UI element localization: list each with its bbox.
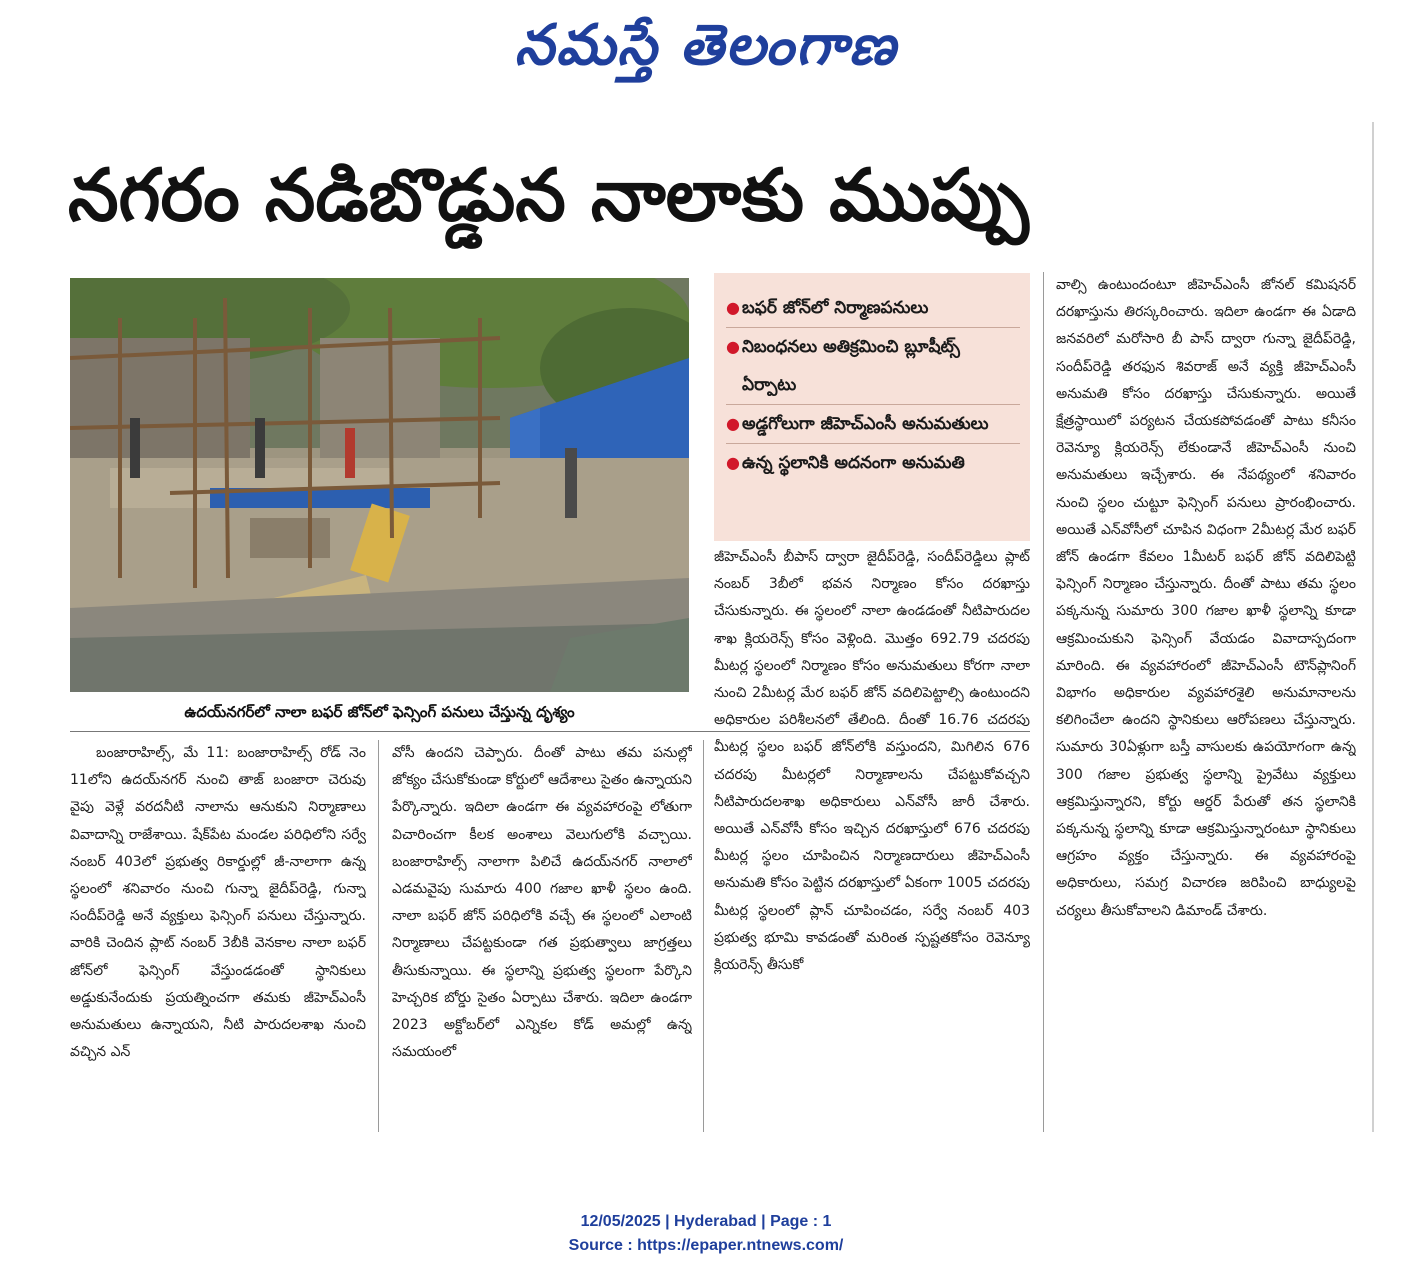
article-column-3: జీహెచ్‌ఎంసీ బీపాస్ ద్వారా జైదీప్‌రెడ్డి, సందీప్‌రెడ్డిలు ప్లాట్ నంబర్ 3బీలో భవన నిర్మాణం కోసం దరఖాస్తు చేసుకున్నారు. ఈ స్థలంలో నాలా ఉండడంతో నీటిపారుదల శాఖ క్లియరెన్స్ కోసం వెళ్లింది. మొత్తం 692.79 చదరపు మీటర్ల స్థలంలో నిర్మాణం కోసం అనుమతులు కోరగా నాలా నుంచి 2మీటర్ల మేర బఫర్ జోన్ వదిలిపెట్టాల్సి ఉంటుందని అధికారుల పరిశీలనలో తేలింది. దీంతో 16.76 చదరపు మీటర్ల స్థలం బఫర్ జోన్‌లోకి వస్తుందని, మిగిలిన 676 చదరపు మీటర్లలో నిర్మాణాలను చేపట్టుకోవచ్చని నీటిపారుదలశాఖ అధికారులు ఎన్‌వోసీ జారీ చేశారు. అయితే ఎన్‌వోసీ కోసం ఇచ్చిన దరఖాస్తులో 676 చదరపు మీటర్ల స్థలం చూపించిన నిర్మాణదారులు జీహెచ్‌ఎంసీ అనుమతి కోసం పెట్టిన దరఖాస్తులో ఏకంగా 1005 చదరపు మీటర్ల స్థలంలో ప్లాన్ చూపించడం, సర్వే నంబర్ 403 ప్రభుత్వ భూమి కావడంతో మరింత స్పష్టతకోసం రెవెన్యూ క్లియరెన్స్ తీసుకో [714,549,1030,974]
column-divider [378,740,379,1132]
bullet-icon: ● [726,298,740,317]
article-column-2: వోసీ ఉందని చెప్పారు. దీంతో పాటు తమ పనుల్లో జోక్యం చేసుకోకుండా కోర్టులో ఆదేశాలు సైతం ఉన్నాయని పేర్కొన్నారు. ఇదిలా ఉండగా ఈ వ్యవహారంపై లోతుగా విచారించగా కీలక అంశాలు వెలుగులోకి వచ్చాయి. బంజారాహిల్స్ నాలాగా పిలిచే ఉదయ్‌నగర్ నాలాలో ఎడమవైపు సుమారు 400 గజాల ఖాళీ స్థలం ఉంది. నాలా బఫర్ జోన్ పరిధిలోకి వచ్చే ఈ స్థలంలో ఎలాంటి నిర్మాణాలు చేపట్టకుండా గత ప్రభుత్వాలు జాగ్రత్తలు తీసుకున్నాయి. ఈ స్థలాన్ని ప్రభుత్వ స్థలంగా పేర్కొని హెచ్చరిక బోర్డు సైతం ఏర్పాటు చేశారు. ఇదిలా ఉండగా 2023 అక్టోబర్‌లో ఎన్నికల కోడ్ అమల్లో ఉన్న సమయంలో [392,745,692,1061]
highlight-text: నిబంధనలు అతిక్రమించి బ్లూషీట్స్ ఏర్పాటు [742,337,960,395]
highlight-text: బఫర్ జోన్‌లో నిర్మాణపనులు [742,298,929,318]
highlight-item [726,404,1020,443]
photo-icon [70,278,689,692]
article-column-4: వాల్సి ఉంటుందంటూ జీహెచ్‌ఎంసీ జోనల్ కమిషనర్ దరఖాస్తును తిరస్కరించారు. ఇదిలా ఉండగా ఈ ఏడాది జనవరిలో మరోసారి బీ పాస్ ద్వారా గున్నా జైదీప్‌రెడ్డి, సందీప్‌రెడ్డి తరఫున శివరాజ్ అనే వ్యక్తి జీహెచ్‌ఎంసీ అనుమతి కోసం దరఖాస్తు చేసుకున్నారు. అయితే క్షేత్రస్థాయిలో పర్యటన చేయకపోవడంతో పాటు కనీసం రెవెన్యూ క్లియరెన్స్ లేకుండానే జీహెచ్‌ఎంసీ నుంచి అనుమతులు ఇచ్చేశారు. ఈ నేపథ్యంలో శనివారం నుంచి స్థలం చుట్టూ ఫెన్సింగ్ పనులు ప్రారంభించారు. అయితే ఎన్‌వోసీలో చూపిన విధంగా 2మీటర్ల మేర బఫర్ జోన్ ఉండగా కేవలం 1మీటర్ బఫర్ జోన్ వదిలిపెట్టి ఫెన్సింగ్ నిర్మాణం చేస్తున్నారు. దీంతో పాటు తమ స్థలం పక్కనున్న సుమారు 300 గజాల ఖాళీ స్థలాన్ని కూడా ఆక్రమించుకుని ఫెన్సింగ్ వేయడం వివాదాస్పదంగా మారింది. ఈ వ్యవహారంలో జీహెచ్‌ఎంసీ టౌన్‌ప్లానింగ్ విభాగం అధికారుల వ్యవహారశైలి అనుమానాలను కలిగించేలా ఉందని స్థానికులు ఆరోపణలు చేస్తున్నారు. సుమారు 30ఏళ్లుగా బస్తీ వాసులకు ఉపయోగంగా ఉన్న 300 గజాల ప్రభుత్వ స్థలాన్ని ప్రైవేటు వ్యక్తులు ఆక్రమిస్తున్నారని, కోర్టు ఆర్డర్ పేరుతో తన స్థలానికి పక్కనున్న స్థలాన్ని కూడా ఆక్రమిస్తున్నారంటూ స్థానికులు ఆగ్రహం వ్యక్తం చేస్తున్నారు. ఈ వ్యవహారంపై అధికారులు, సమగ్ర విచారణ జరిపించి బాధ్యులపై చర్యలు తీసుకోవాలని డిమాండ్ చేశారు. [1056,277,1356,919]
bullet-icon: ● [726,337,740,356]
highlight-text: ఉన్న స్థలానికి అదనంగా అనుమతి [742,453,965,473]
article-headline: నగరం నడిబొడ్డున నాలాకు ముప్పు [68,153,1029,237]
article-photo [70,278,689,692]
highlight-item [726,443,1020,482]
highlight-item [726,289,1020,327]
highlight-text: అడ్డగోలుగా జీహెచ్‌ఎంసీ అనుమతులు [742,414,989,434]
article-column-1: బంజారాహిల్స్, మే 11: బంజారాహిల్స్ రోడ్ నెం 11లోని ఉదయ్‌నగర్ నుంచి తాజ్ బంజారా చెరువు వైపు వెళ్లే వరదనీటి నాలాను ఆనుకుని నిర్మాణాలు వివాదాన్ని రాజేశాయి. షేక్‌పేట మండల పరిధిలోని సర్వే నంబర్ 403లో ప్రభుత్వ రికార్డుల్లో జీ-నాలాగా ఉన్న స్థలంలో శనివారం నుంచి గున్నా జైదీప్‌రెడ్డి, గున్నా సందీప్‌రెడ్డి అనే వ్యక్తులు ఫెన్సింగ్ పనులు చేస్తున్నారు. వారికి చెందిన ప్లాట్ నంబర్ 3బీకి వెనకాల నాలా బఫర్ జోన్‌లో ఫెన్సింగ్ వేస్తుండడంతో స్థానికులు అడ్డుకునేందుకు ప్రయత్నించగా తమకు జీహెచ్‌ఎంసీ అనుమతులు ఉన్నాయని, నీటి పారుదలశాఖ నుంచి వచ్చిన ఎన్ [70,745,366,1061]
photo-caption: ఉదయ్‌నగర్‌లో నాలా బఫర్ జోన్‌లో ఫెన్సింగ్ పనులు చేస్తున్న దృశ్యం [184,703,575,721]
highlights-box [714,273,1030,541]
bullet-icon: ● [726,453,740,472]
highlight-item [726,327,1020,404]
column-divider [1043,272,1044,1132]
bullet-icon: ● [726,414,740,433]
footer-date-edition: 12/05/2025 | Hyderabad | Page : 1 [580,1213,832,1230]
column-divider [703,740,704,1132]
newspaper-masthead: నమస్తే తెలంగాణ [514,13,898,78]
footer-source-link[interactable]: Source : https://epaper.ntnews.com/ [568,1237,844,1254]
page-edge-rule [1372,122,1374,1132]
